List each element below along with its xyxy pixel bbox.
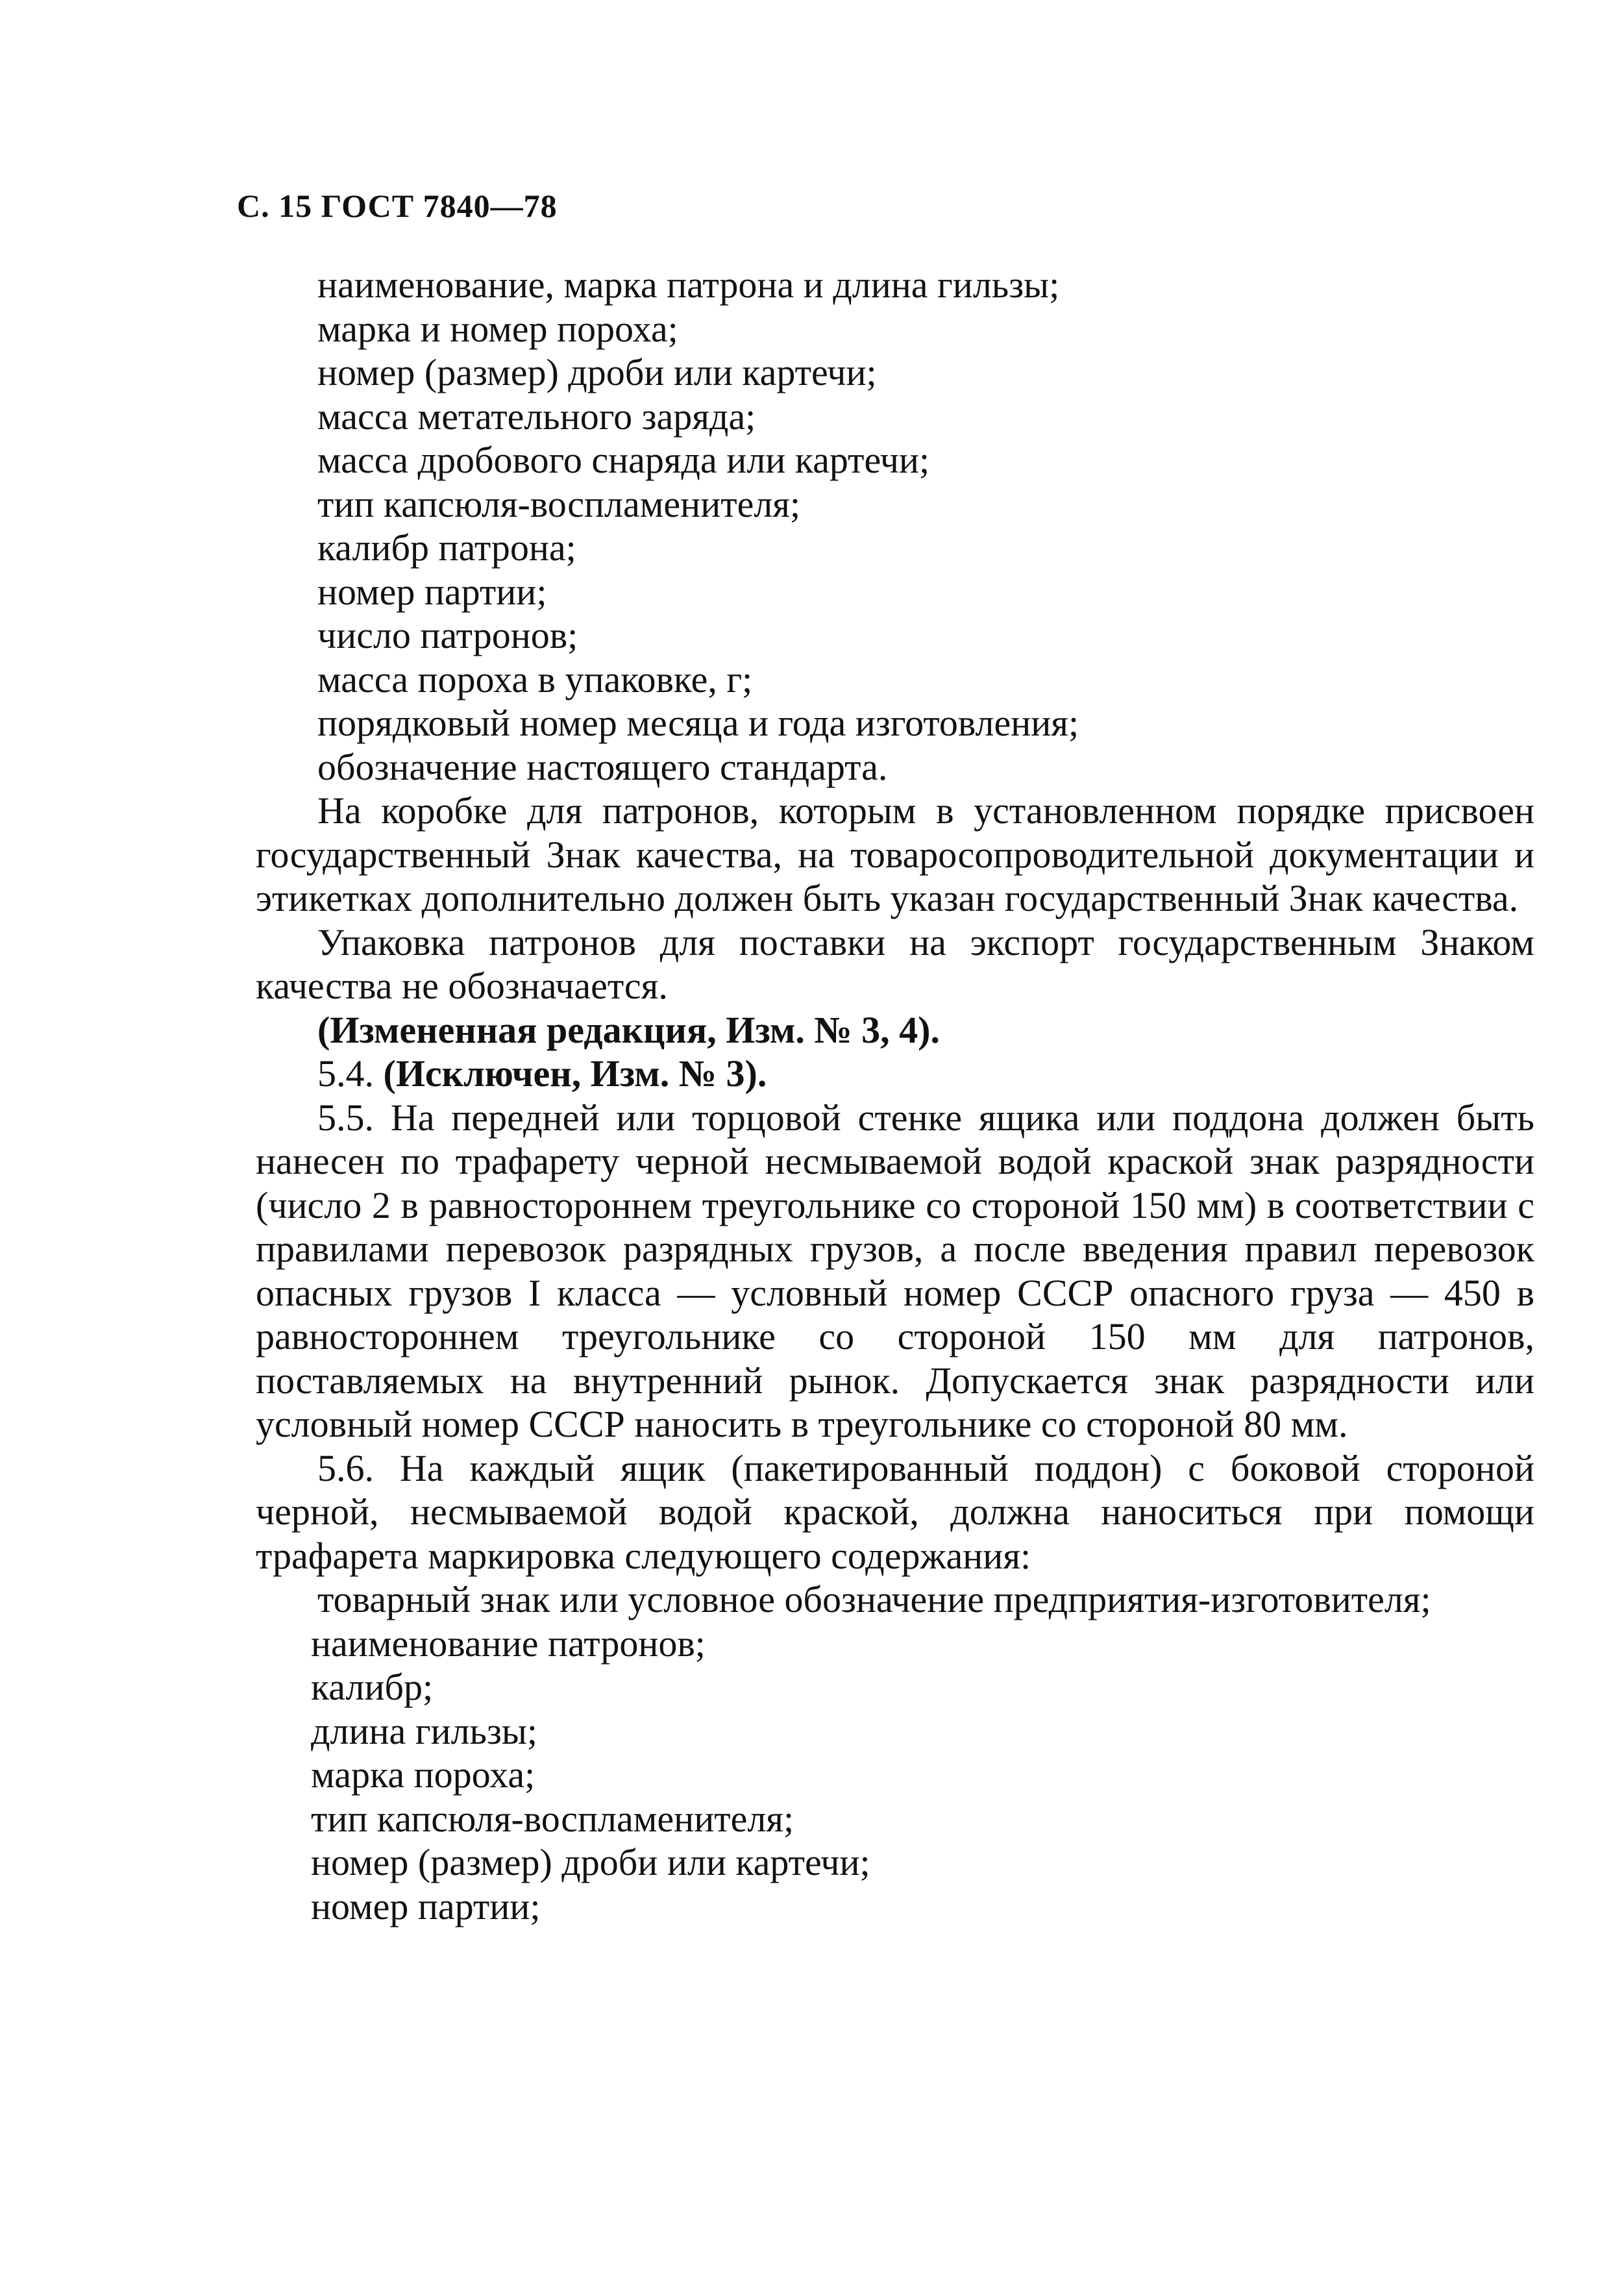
- marking-list-box: [256, 263, 1534, 789]
- paragraph-export: Упаковка патронов для поставки на экспорт государственным Знаком качества не обозначается.: [256, 921, 1534, 1007]
- list-item: номер (размер) дроби или картечи;: [311, 1841, 870, 1883]
- list-item: тип капсюля-воспламенителя;: [317, 482, 801, 525]
- clause-5-5: 5.5. На передней или торцовой стенке ящика или поддона должен быть нанесен по трафарету черной несмываемой водой краской знак разрядности (число 2 в равностороннем треугольнике со стороной 150 мм) в соответствии с правилами перевозок разрядных грузов, а после введения правил перевозок опасных грузов I класса — условный номер СССР опасного груза — 450 в равностороннем треугольнике со стороной 150 мм для патронов, поставляемых на внутренний рынок. Допускается знак разрядности или условный номер СССР наносить в треугольнике со стороной 80 мм.: [256, 1096, 1534, 1445]
- clause-5-4-number: 5.4.: [317, 1052, 374, 1095]
- trademark-item: товарный знак или условное обозначение предприятия-изготовителя;: [317, 1578, 1431, 1620]
- list-item: марка и номер пороха;: [317, 307, 678, 350]
- list-item: длина гильзы;: [311, 1709, 537, 1752]
- list-item: калибр;: [311, 1666, 434, 1708]
- clause-5-6: 5.6. На каждый ящик (пакетированный поддон) с боковой стороной черной, несмываемой водой краской, должна наноситься при помощи трафарета маркировка следующего содержания:: [256, 1446, 1534, 1577]
- list-item: масса метательного заряда;: [317, 395, 756, 438]
- document-body: [256, 263, 1534, 1928]
- list-item: номер партии;: [311, 1885, 541, 1927]
- list-item: масса пороха в упаковке, г;: [317, 658, 753, 700]
- amendment-note: (Измененная редакция, Изм. № 3, 4).: [317, 1008, 940, 1051]
- list-item: порядковый номер месяца и года изготовления;: [317, 702, 1079, 744]
- list-item: марка пороха;: [311, 1753, 535, 1796]
- list-item: число патронов;: [317, 614, 578, 656]
- list-item: номер (размер) дроби или картечи;: [317, 351, 877, 393]
- list-item: обозначение настоящего стандарта.: [317, 745, 888, 788]
- page-header: С. 15 ГОСТ 7840—78: [237, 188, 558, 224]
- paragraph-quality-mark: На коробке для патронов, которым в установленном порядке присвоен государственный Знак качества, на товаросопроводительной документации и этикетках дополнительно должен быть указан государственный Знак качества.: [256, 789, 1534, 919]
- list-item: наименование патронов;: [311, 1622, 706, 1665]
- clause-5-4: [256, 1052, 1534, 1096]
- list-item: тип капсюля-воспламенителя;: [311, 1797, 794, 1840]
- clause-5-4-text: (Исключен, Изм. № 3).: [383, 1052, 767, 1095]
- list-item: калибр патрона;: [317, 527, 576, 569]
- crate-marking-list: [256, 1622, 1534, 1929]
- list-item: номер партии;: [317, 570, 547, 613]
- list-item: масса дробового снаряда или картечи;: [317, 439, 930, 481]
- list-item: наименование, марка патрона и длина гильзы;: [317, 264, 1060, 306]
